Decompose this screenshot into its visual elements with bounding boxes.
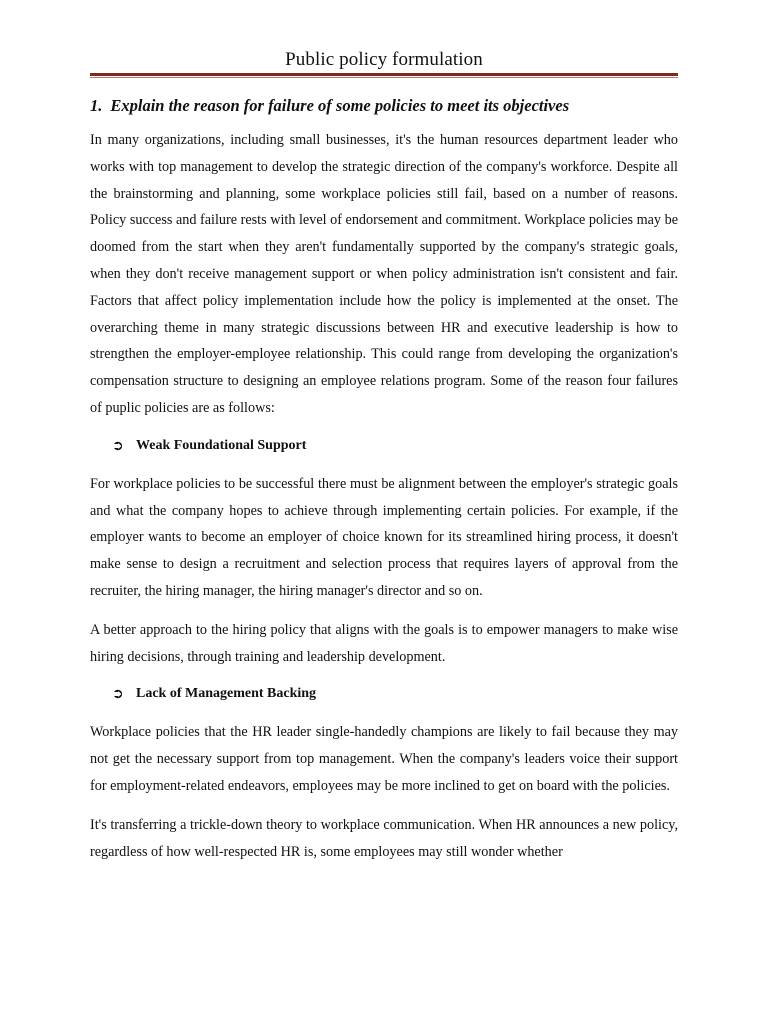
bullet-item-weak-foundational-support <box>112 435 678 457</box>
paragraph-gap <box>90 800 678 812</box>
body-paragraph: A better approach to the hiring policy that aligns with the goals is to empower managers to make wise hiring decisions, through training and leadership development. <box>90 621 678 665</box>
bullet-title: Weak Foundational Support <box>136 437 307 453</box>
body-paragraph: Workplace policies that the HR leader single-handedly champions are likely to fail because they may not get the necessary support from top management. When the company's leaders voice their support for employment-related endeavors, employees may be more inclined to get on board with the policies. <box>90 724 678 794</box>
page-header-title: Public policy formulation <box>285 49 483 70</box>
document-body <box>90 94 678 865</box>
body-paragraph: For workplace policies to be successful there must be alignment between the employer's strategic goals and what the company hopes to achieve through implementing certain policies. For example, if the employer wants to become an employer of choice known for its streamlined hiring process, it doesn't make sense to design a recruitment and selection process that requires layers of approval from the recruiter, the hiring manager, the hiring manager's director and so on. <box>90 475 678 599</box>
body-paragraph: It's transferring a trickle-down theory to workplace communication. When HR announces a new policy, regardless of how well-respected HR is, some employees may still wonder whether <box>90 816 678 860</box>
bullet-item-lack-of-management-backing <box>112 683 678 705</box>
bullet-title: Lack of Management Backing <box>136 686 317 702</box>
header-divider <box>90 73 678 78</box>
arrow-right-icon: ➲ <box>112 686 124 703</box>
header-divider-thick <box>90 73 678 76</box>
arrow-right-icon: ➲ <box>112 437 124 454</box>
section-number: 1. <box>90 96 103 115</box>
paragraph-gap <box>90 605 678 617</box>
header-divider-thin <box>90 77 678 78</box>
section-heading <box>90 94 678 118</box>
section-heading-text: Explain the reason for failure of some policies to meet its objectives <box>110 96 570 115</box>
intro-paragraph: In many organizations, including small businesses, it's the human resources department leader who works with top management to develop the strategic direction of the company's workforce. Despite all the brainstorming and planning, some workplace policies still fail, based on a number of reasons. Policy success and failure rests with level of endorsement and commitment. Workplace policies may be doomed from the start when they aren't fundamentally supported by the company's strategic goals, when they don't receive management support or when policy administration isn't consistent and fair. Factors that affect policy implementation include how the policy is implemented at the onset. The overarching theme in many strategic discussions between HR and executive leadership is how to strengthen the employer-employee relationship. This could range from developing the organization's compensation structure to designing an employee relations program. Some of the reason four failures of puplic policies are as follows: <box>90 132 678 416</box>
